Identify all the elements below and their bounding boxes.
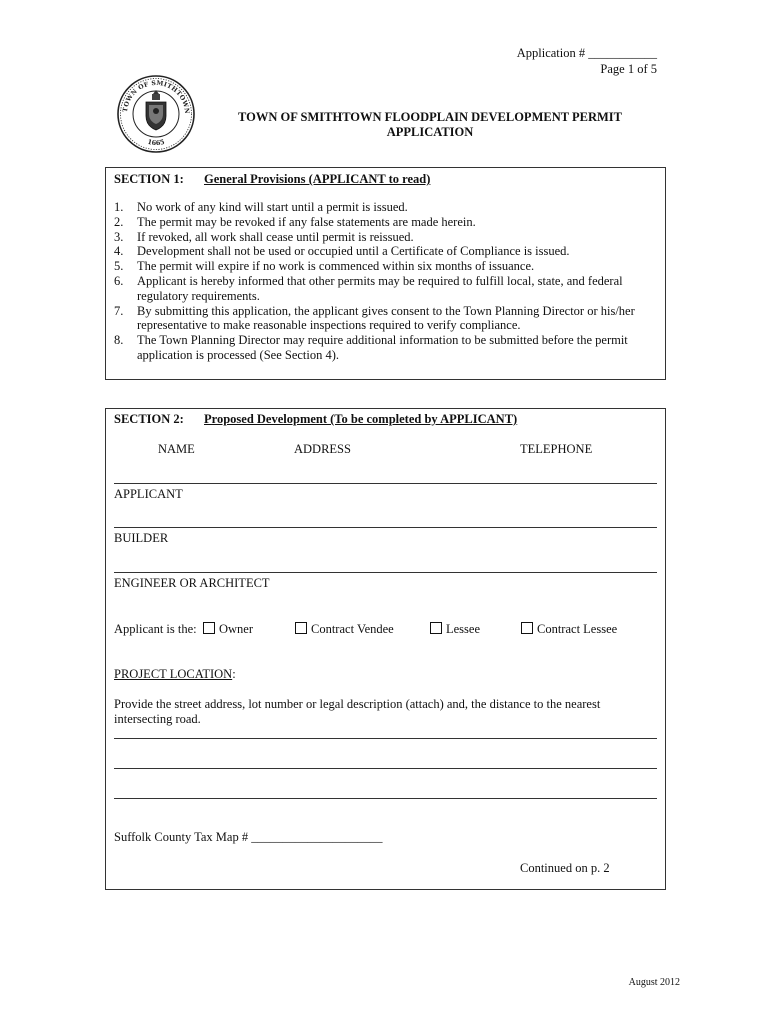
- location-line-2[interactable]: [114, 768, 657, 769]
- section-2-box: [105, 408, 666, 890]
- applicant-line[interactable]: [114, 483, 657, 484]
- provision-item: [114, 200, 654, 215]
- builder-label: BUILDER: [114, 531, 169, 545]
- owner-label: Owner: [219, 622, 254, 636]
- page-indicator: Page 1 of 5: [600, 62, 657, 76]
- section-2-heading: [114, 412, 517, 427]
- provision-item: [114, 215, 654, 230]
- location-line-3[interactable]: [114, 798, 657, 799]
- engineer-line[interactable]: [114, 572, 657, 573]
- provision-number: 8.: [114, 333, 124, 348]
- location-line-1[interactable]: [114, 738, 657, 739]
- page-title: [190, 110, 670, 140]
- applicant-label: APPLICANT: [114, 487, 183, 501]
- tax-map-field[interactable]: Suffolk County Tax Map # _____________________: [114, 830, 383, 844]
- option-owner[interactable]: [203, 622, 253, 637]
- section-2-label: SECTION 2:: [114, 412, 184, 426]
- general-provisions-list: [114, 200, 654, 363]
- builder-line[interactable]: [114, 527, 657, 528]
- provision-number: 4.: [114, 244, 124, 259]
- contract-vendee-label: Contract Vendee: [311, 622, 394, 636]
- provision-text: The permit will expire if no work is commenced within six months of issuance.: [137, 259, 535, 274]
- provision-number: 2.: [114, 214, 124, 229]
- provision-item: [114, 274, 654, 304]
- seal-text: TOWN OF SMITHTOWN: [122, 79, 191, 115]
- project-location-colon: :: [232, 667, 236, 681]
- section-1-heading: [114, 172, 430, 187]
- owner-checkbox[interactable]: [203, 622, 215, 634]
- provision-item: [114, 333, 654, 363]
- lessee-label: Lessee: [446, 622, 481, 636]
- continued-note: Continued on p. 2: [520, 861, 610, 875]
- provision-text: If revoked, all work shall cease until permit is reissued.: [137, 229, 414, 244]
- project-location-label: PROJECT LOCATION: [114, 667, 233, 681]
- option-contract-vendee[interactable]: [295, 622, 394, 637]
- column-header-telephone: TELEPHONE: [520, 442, 593, 456]
- option-lessee[interactable]: [430, 622, 480, 637]
- town-seal: [116, 74, 196, 154]
- applicant-is-label: Applicant is the:: [114, 622, 197, 636]
- provision-number: 1.: [114, 200, 124, 214]
- provision-text: Development shall not be used or occupied until a Certificate of Compliance is issued.: [137, 244, 570, 259]
- provision-number: 7.: [114, 303, 124, 318]
- engineer-label: ENGINEER OR ARCHITECT: [114, 576, 270, 590]
- project-location-heading: [114, 667, 236, 682]
- provision-text: No work of any kind will start until a permit is issued.: [137, 200, 408, 214]
- provision-item: [114, 259, 654, 274]
- contract-lessee-checkbox[interactable]: [521, 622, 533, 634]
- column-header-name: NAME: [158, 442, 195, 456]
- revision-date: August 2012: [628, 977, 680, 988]
- title-line-1: TOWN OF SMITHTOWN FLOODPLAIN DEVELOPMENT PERMIT: [238, 110, 622, 124]
- provision-item: [114, 230, 654, 245]
- svg-text:1665: [147, 138, 166, 147]
- provision-item: [114, 244, 654, 259]
- provision-text: The Town Planning Director may require additional information to be submitted before the permit application is processed (See Section 4).: [137, 333, 628, 362]
- title-line-2: APPLICATION: [386, 125, 474, 139]
- section-1-title: General Provisions (APPLICANT to read): [204, 172, 431, 186]
- option-contract-lessee[interactable]: [521, 622, 617, 637]
- contract-vendee-checkbox[interactable]: [295, 622, 307, 634]
- project-location-instructions: Provide the street address, lot number or legal description (attach) and, the distance to the nearest intersecting road.: [114, 697, 601, 726]
- lessee-checkbox[interactable]: [430, 622, 442, 634]
- provision-number: 6.: [114, 273, 124, 288]
- section-2-title: Proposed Development (To be completed by APPLICANT): [204, 412, 518, 426]
- provision-text: Applicant is hereby informed that other permits may be required to fulfill local, state, and federal regulatory requirements.: [137, 273, 623, 303]
- provision-text: By submitting this application, the applicant gives consent to the Town Planning Director or his/her representative to make reasonable inspections required to verify compliance.: [137, 303, 635, 333]
- contract-lessee-label: Contract Lessee: [537, 622, 618, 636]
- provision-item: [114, 304, 654, 334]
- provision-number: 3.: [114, 229, 124, 244]
- provision-number: 5.: [114, 259, 124, 274]
- section-1-label: SECTION 1:: [114, 172, 184, 186]
- column-header-address: ADDRESS: [294, 442, 351, 456]
- seal-year: 1665: [146, 137, 166, 148]
- provision-text: The permit may be revoked if any false statements are made herein.: [137, 214, 476, 229]
- application-number: Application # ___________: [516, 46, 657, 60]
